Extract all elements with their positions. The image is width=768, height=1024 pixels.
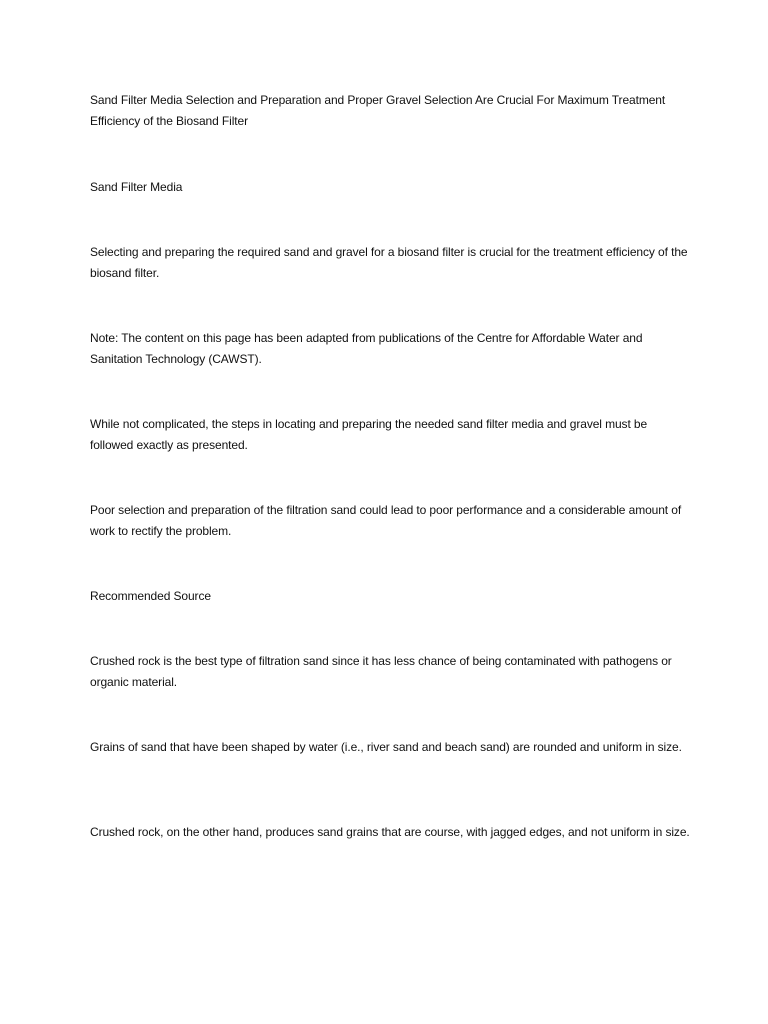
paragraph-crushed-rock: Crushed rock is the best type of filtration sand since it has less chance of being contaminated with pathogens or organic material. [90,654,672,689]
section-heading-recommended-source: Recommended Source [90,589,211,603]
paragraph-grains-of-sand: Grains of sand that have been shaped by water (i.e., river sand and beach sand) are rounded and uniform in size. [90,740,682,754]
paragraph-steps: While not complicated, the steps in locating and preparing the needed sand filter media and gravel must be followed exactly as presented. [90,417,648,452]
document-title: Sand Filter Media Selection and Preparation and Proper Gravel Selection Are Crucial For Maximum Treatment Efficiency of the Biosand Filter [90,93,666,128]
paragraph-selecting: Selecting and preparing the required sand and gravel for a biosand filter is crucial for the treatment efficiency of the biosand filter. [90,245,688,280]
paragraph-poor-selection: Poor selection and preparation of the filtration sand could lead to poor performance and a considerable amount of work to rectify the problem. [90,503,682,538]
section-heading-sand-filter-media: Sand Filter Media [90,180,183,194]
paragraph-crushed-rock-other-hand: Crushed rock, on the other hand, produces sand grains that are course, with jagged edges, and not uniform in size. [90,825,690,839]
paragraph-note: Note: The content on this page has been adapted from publications of the Centre for Affordable Water and Sanitation Technology (CAWST). [90,331,643,366]
